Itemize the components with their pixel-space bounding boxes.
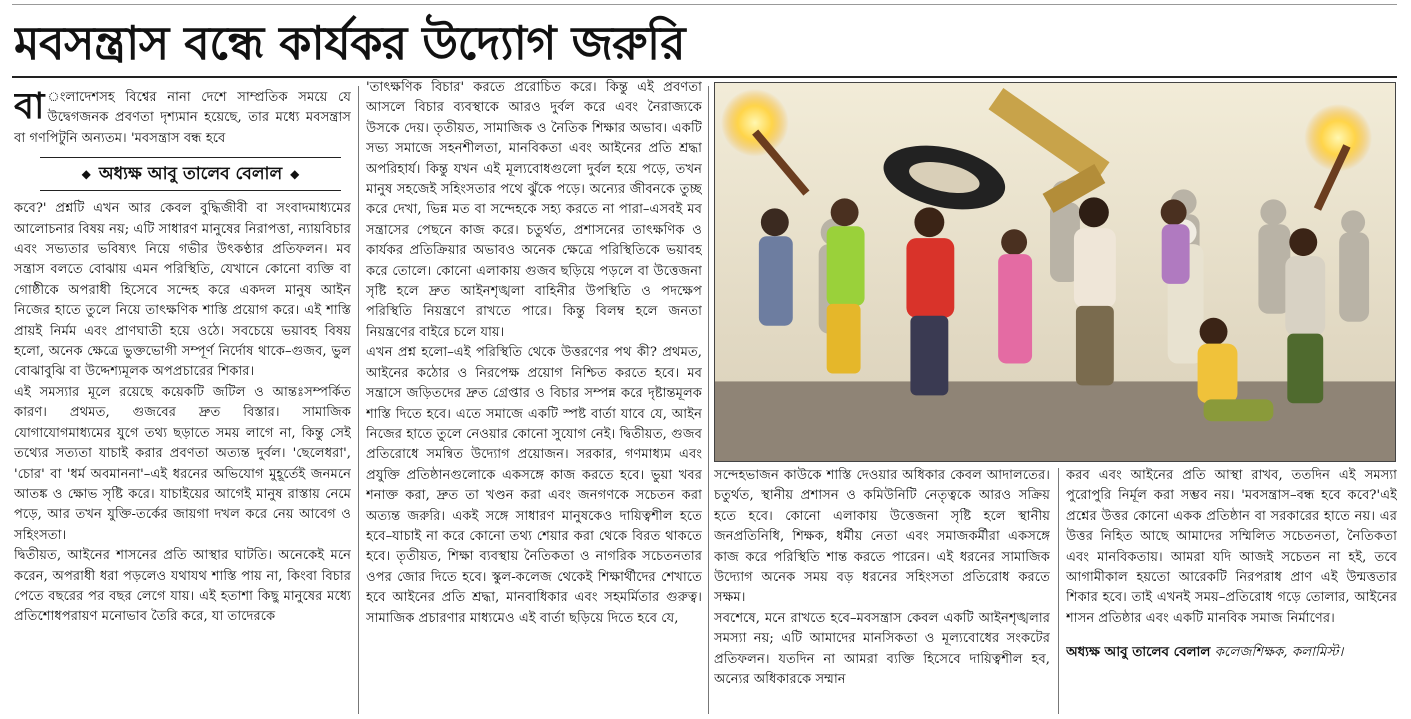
column-divider — [708, 86, 709, 714]
paragraph: এখন প্রশ্ন হলো–এই পরিস্থিতি থেকে উত্তরণের পথ কী? প্রথমত, আইনের কঠোর ও নিরপেক্ষ প্রয়োগ নিশ্চিত করতে হবে। মব সন্ত্রাসে জড়িতদের দ্রুত গ্রেপ্তার ও বিচার সম্পন্ন করে দৃষ্টান্তমূলক শাস্তি দিতে হবে। এতে সমাজে একটি স্পষ্ট বার্তা যাবে যে, আইন নিজের হাতে তুলে নেওয়ার কোনো সুযোগ নেই। দ্বিতীয়ত, গুজব প্রতিরোধে সমন্বিত উদ্যোগ প্রয়োজন। সরকার, গণমাধ্যম এবং প্রযুক্তি প্রতিষ্ঠানগুলোকে একসঙ্গে কাজ করতে হবে। ভুয়া খবর শনাক্ত করা, দ্রুত তা খণ্ডন করা এবং জনগণকে সচেতন করা অত্যন্ত জরুরি। একই সঙ্গে সাধারণ মানুষকেও দায়িত্বশীল হতে হবে–যাচাই না করে কোনো তথ্য শেয়ার করা থেকে বিরত থাকতে হবে। তৃতীয়ত, শিক্ষা ব্যবস্থায় নৈতিকতা ও নাগরিক সচেতনতার ওপর জোর দিতে হবে। স্কুল-কলেজ থেকেই শিক্ষার্থীদের শেখাতে হবে আইনের প্রতি শ্রদ্ধা, মানবাধিকার এবং সহমর্মিতার গুরুত্ব। সামাজিক প্রচারণার মাধ্যমেও এই বার্তা ছড়িয়ে দিতে হবে যে, — [366, 345, 702, 626]
column-divider — [358, 86, 359, 714]
paragraph: করব এবং আইনের প্রতি আস্থা রাখব, ততদিন এই সমস্যা পুরোপুরি নির্মূল করা সম্ভব নয়। 'মবসন্ত্রাস–বন্ধ হবে কবে?'এই প্রশ্নের উত্তর কোনো একক প্রতিষ্ঠান বা সরকারের হাতে নয়। এর উত্তর নিহিত আছে আমাদের সম্মিলিত সচেতনতা, নৈতিকতা এবং মানবিকতায়। আমরা যদি আজই সচেতন না হই, তবে আগামীকাল হয়তো আরেকটি নিরপরাধ প্রাণ এই উন্মত্ততার শিকার হবে। তাই এখনই সময়–প্রতিরোধ গড়ে তোলার, আইনের শাসন প্রতিষ্ঠার এবং একটি মানবিক সমাজ নির্মাণের। — [1066, 468, 1397, 626]
paragraph: দ্বিতীয়ত, আইনের শাসনের প্রতি আস্থার ঘাটতি। অনেকেই মনে করেন, অপরাধী ধরা পড়লেও যথাযথ শাস্তি পায় না, কিংবা বিচার পেতে বছরের পর বছর লেগে যায়। এই হতাশা কিছু মানুষের মধ্যে প্রতিশোধপরায়ণ মনোভাব তৈরি করে, যা তাদেরকে — [14, 548, 351, 625]
illustration-icon — [715, 83, 1395, 461]
column-divider — [1058, 468, 1059, 714]
article-column-4 — [1066, 466, 1397, 716]
author-name: অধ্যক্ষ আবু তালেব বেলাল — [1066, 645, 1211, 661]
paragraph: এই সমস্যার মূলে রয়েছে কয়েকটি জটিল ও আন্তঃসম্পর্কিত কারণ। প্রথমত, গুজবের দ্রুত বিস্তার। সামাজিক যোগাযোগমাধ্যমের যুগে তথ্য ছড়াতে সময় লাগে না, কিন্তু সেই তথ্যের সত্যতা যাচাই করার প্রবণতা অত্যন্ত দুর্বল। 'ছেলেধরা', 'চোর' বা 'ধর্ম অবমাননা'–এই ধরনের অভিযোগ মুহূর্তেই জনমনে আতঙ্ক ও ক্ষোভ সৃষ্টি করে। যাচাইয়ের আগেই মানুষ রাস্তায় নেমে পড়ে, আর তখন যুক্তি-তর্কের জায়গা দখল করে নেয় আবেগ ও সহিংসতা। — [14, 384, 351, 543]
byline-box — [40, 157, 341, 191]
paragraph: কবে?' প্রশ্নটি এখন আর কেবল বুদ্ধিজীবী বা সংবাদমাধ্যমের আলোচনার বিষয় নয়; এটি সাধারণ মানুষের নিরাপত্তা, ন্যায়বিচার এবং সভ্যতার ভবিষ্যৎ নিয়ে গভীর উৎকণ্ঠার প্রতিফলন। মব সন্ত্রাস বলতে বোঝায় এমন পরিস্থিতি, যেখানে কোনো ব্যক্তি বা গোষ্ঠীকে অপরাধী হিসেবে সন্দেহ করে একদল মানুষ আইন নিজের হাতে তুলে নিয়ে তাৎক্ষণিক শাস্তি প্রয়োগ করে। এই শাস্তি প্রায়ই নির্মম এবং প্রাণঘাতী হয়ে ওঠে। সবচেয়ে ভয়াবহ বিষয় হলো, অনেক ক্ষেত্রে ভুক্তভোগী সম্পূর্ণ নির্দোষ থাকে–গুজব, ভুল বোঝাবুঝি বা উদ্দেশ্যমূলক অপপ্রচারের শিকার। — [14, 201, 351, 380]
paragraph: 'তাৎক্ষণিক বিচার' করতে প্ররোচিত করে। কিন্তু এই প্রবণতা আসলে বিচার ব্যবস্থাকে আরও দুর্বল করে এবং নৈরাজ্যকে উসকে দেয়। তৃতীয়ত, সামাজিক ও নৈতিক শিক্ষার অভাব। একটি সভ্য সমাজে সহনশীলতা, মানবিকতা এবং আইনের প্রতি শ্রদ্ধা অপরিহার্য। কিন্তু যখন এই মূল্যবোধগুলো দুর্বল হয়ে পড়ে, তখন মানুষ সহজেই সহিংসতার পথে ঝুঁকে পড়ে। অন্যের জীবনকে তুচ্ছ করে দেখা, ভিন্ন মত বা সন্দেহকে সহ্য করতে না পারা–এসবই মব সন্ত্রাসের পেছনে কাজ করে। চতুর্থত, প্রশাসনের তাৎক্ষণিক ও কার্যকর প্রতিক্রিয়ার অভাবও অনেক ক্ষেত্রে পরিস্থিতিকে ভয়াবহ করে তোলে। কোনো এলাকায় গুজব ছড়িয়ে পড়লে বা উত্তেজনা সৃষ্টি হলে দ্রুত আইনশৃঙ্খলা বাহিনীর উপস্থিতি ও পদক্ষেপ পরিস্থিতি নিয়ন্ত্রণে রাখতে পারে। কিন্তু বিলম্ব হলে জনতা নিয়ন্ত্রণের বাইরে চলে যায়। — [366, 80, 702, 340]
paragraph: সবশেষে, মনে রাখতে হবে–মবসন্ত্রাস কেবল একটি আইনশৃঙ্খলার সমস্যা নয়; এটি আমাদের মানসিকতা ও মূল্যবোধের সংকটের প্রতিফলন। যতদিন না আমরা ব্যক্তি হিসেবে দায়িত্বশীল হব, অন্যের অধিকারকে সম্মান — [714, 610, 1050, 688]
article-column-3 — [714, 466, 1050, 716]
mob-violence-illustration — [714, 82, 1396, 462]
article-column-1 — [14, 88, 351, 716]
diamond-icon: ◆ — [81, 167, 91, 182]
author-credit — [1066, 643, 1397, 663]
drop-cap: বা — [14, 88, 45, 127]
article-column-2 — [366, 78, 702, 716]
headline-rule — [12, 76, 1397, 78]
diamond-icon: ◆ — [290, 167, 300, 182]
author-role: কলেজশিক্ষক, কলামিস্ট। — [1214, 645, 1344, 661]
headline: মবসন্ত্রাস বন্ধে কার্যকর উদ্যোগ জরুরি — [14, 16, 686, 70]
paragraph: সন্দেহভাজন কাউকে শাস্তি দেওয়ার অধিকার কেবল আদালতের। চতুর্থত, স্থানীয় প্রশাসন ও কমিউনিটি নেতৃত্বকে আরও সক্রিয় হতে হবে। কোনো এলাকায় উত্তেজনা সৃষ্টি হলে স্থানীয় জনপ্রতিনিধি, শিক্ষক, ধর্মীয় নেতা এবং সমাজকর্মীরা একসঙ্গে কাজ করে পরিস্থিতি শান্ত করতে পারেন। এই ধরনের সামাজিক উদ্যোগ অনেক সময় বড় ধরনের সহিংসতা প্রতিরোধ করতে সক্ষম। — [714, 468, 1050, 606]
byline: অধ্যক্ষ আবু তালেব বেলাল — [98, 164, 283, 185]
top-rule — [12, 4, 1397, 5]
intro-paragraph: বা ংলাদেশসহ বিশ্বের নানা দেশে সাম্প্রতিক সময়ে যে উদ্বেগজনক প্রবণতা দৃশ্যমান হয়েছে, তার মধ্যে মবসন্ত্রাস বা গণপিটুনি অন্যতম। 'মবসন্ত্রাস বন্ধ হবে — [14, 88, 351, 146]
